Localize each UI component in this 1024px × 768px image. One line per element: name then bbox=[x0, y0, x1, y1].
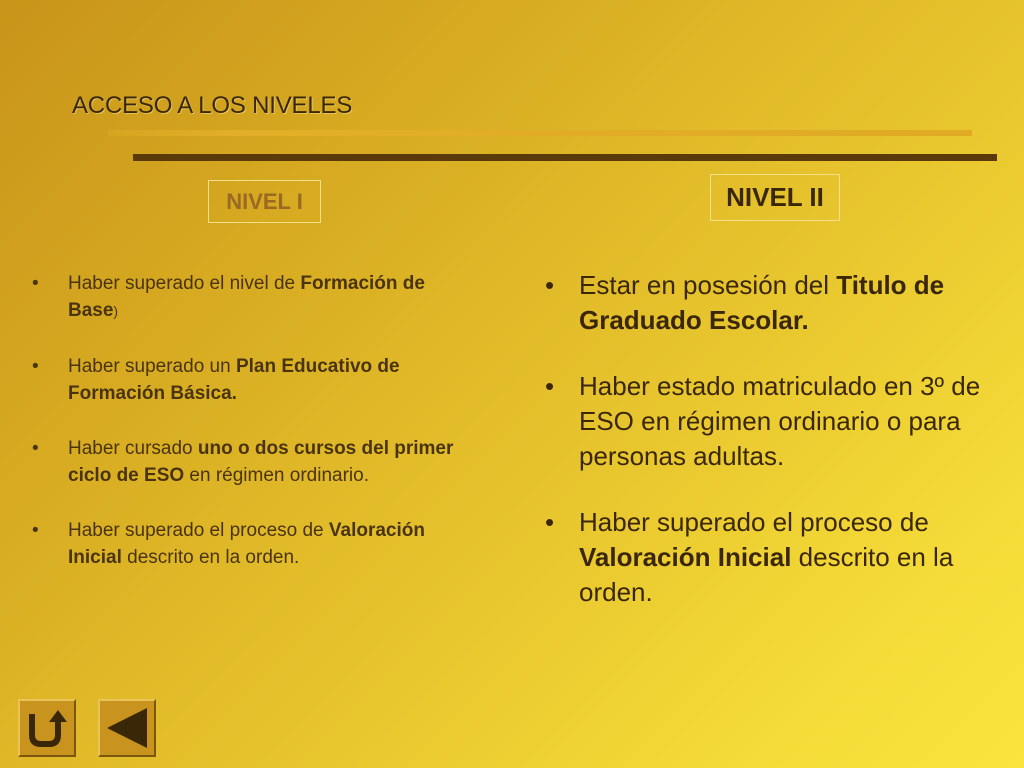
bullet-icon: • bbox=[32, 520, 39, 541]
item-text: en régimen ordinario. bbox=[184, 465, 369, 486]
divider-rule bbox=[133, 154, 997, 161]
nivel-1-label: NIVEL I bbox=[208, 180, 321, 223]
nivel-2-item bbox=[545, 369, 1005, 474]
item-text: ) bbox=[113, 303, 119, 319]
bullet-icon: • bbox=[32, 438, 39, 459]
nivel-1-item bbox=[32, 517, 472, 571]
nivel-1-item bbox=[32, 270, 472, 325]
slide-title: ACCESO A LOS NIVELES bbox=[72, 92, 353, 119]
nivel-2-item bbox=[545, 268, 1005, 338]
item-bold-text: Valoración Inicial bbox=[579, 542, 792, 572]
item-text: Estar en posesión del bbox=[579, 270, 837, 300]
nivel-1-item bbox=[32, 435, 472, 489]
item-bold-text: Valoración Inicial bbox=[68, 520, 425, 568]
nivel-1-item bbox=[32, 353, 472, 407]
nivel-2-list bbox=[545, 268, 1005, 641]
item-text: Haber superado el proceso de bbox=[68, 520, 329, 541]
return-button[interactable] bbox=[18, 699, 76, 757]
item-text: Haber superado el nivel de bbox=[68, 273, 301, 294]
item-text: descrito en la orden. bbox=[121, 547, 300, 568]
triangle-left-icon bbox=[100, 701, 154, 755]
bullet-icon: • bbox=[32, 273, 39, 294]
item-text: Haber superado un bbox=[68, 356, 236, 377]
nivel-2-label: NIVEL II bbox=[710, 174, 840, 221]
back-button[interactable] bbox=[98, 699, 156, 757]
item-text: descrito en la orden. bbox=[579, 542, 954, 607]
item-bold-text: Plan Educativo de Formación Básica. bbox=[68, 356, 400, 404]
bullet-icon: • bbox=[545, 371, 555, 401]
return-arrow-icon bbox=[20, 701, 74, 755]
title-underline bbox=[108, 130, 972, 136]
item-text: Haber cursado bbox=[68, 438, 198, 459]
nivel-1-list bbox=[32, 270, 472, 599]
item-text: Haber superado el proceso de bbox=[579, 507, 929, 537]
item-bold-text: Titulo de Graduado Escolar. bbox=[579, 270, 945, 335]
bullet-icon: • bbox=[32, 356, 39, 377]
bullet-icon: • bbox=[545, 270, 555, 300]
item-text: Haber estado matriculado en 3º de ESO en régimen ordinario o para personas adultas. bbox=[579, 371, 981, 471]
item-bold-text: uno o dos cursos del primer ciclo de ESO bbox=[68, 438, 454, 486]
item-bold-text: Formación de Base bbox=[68, 273, 425, 321]
nivel-2-item bbox=[545, 505, 1005, 610]
bullet-icon: • bbox=[545, 507, 555, 537]
